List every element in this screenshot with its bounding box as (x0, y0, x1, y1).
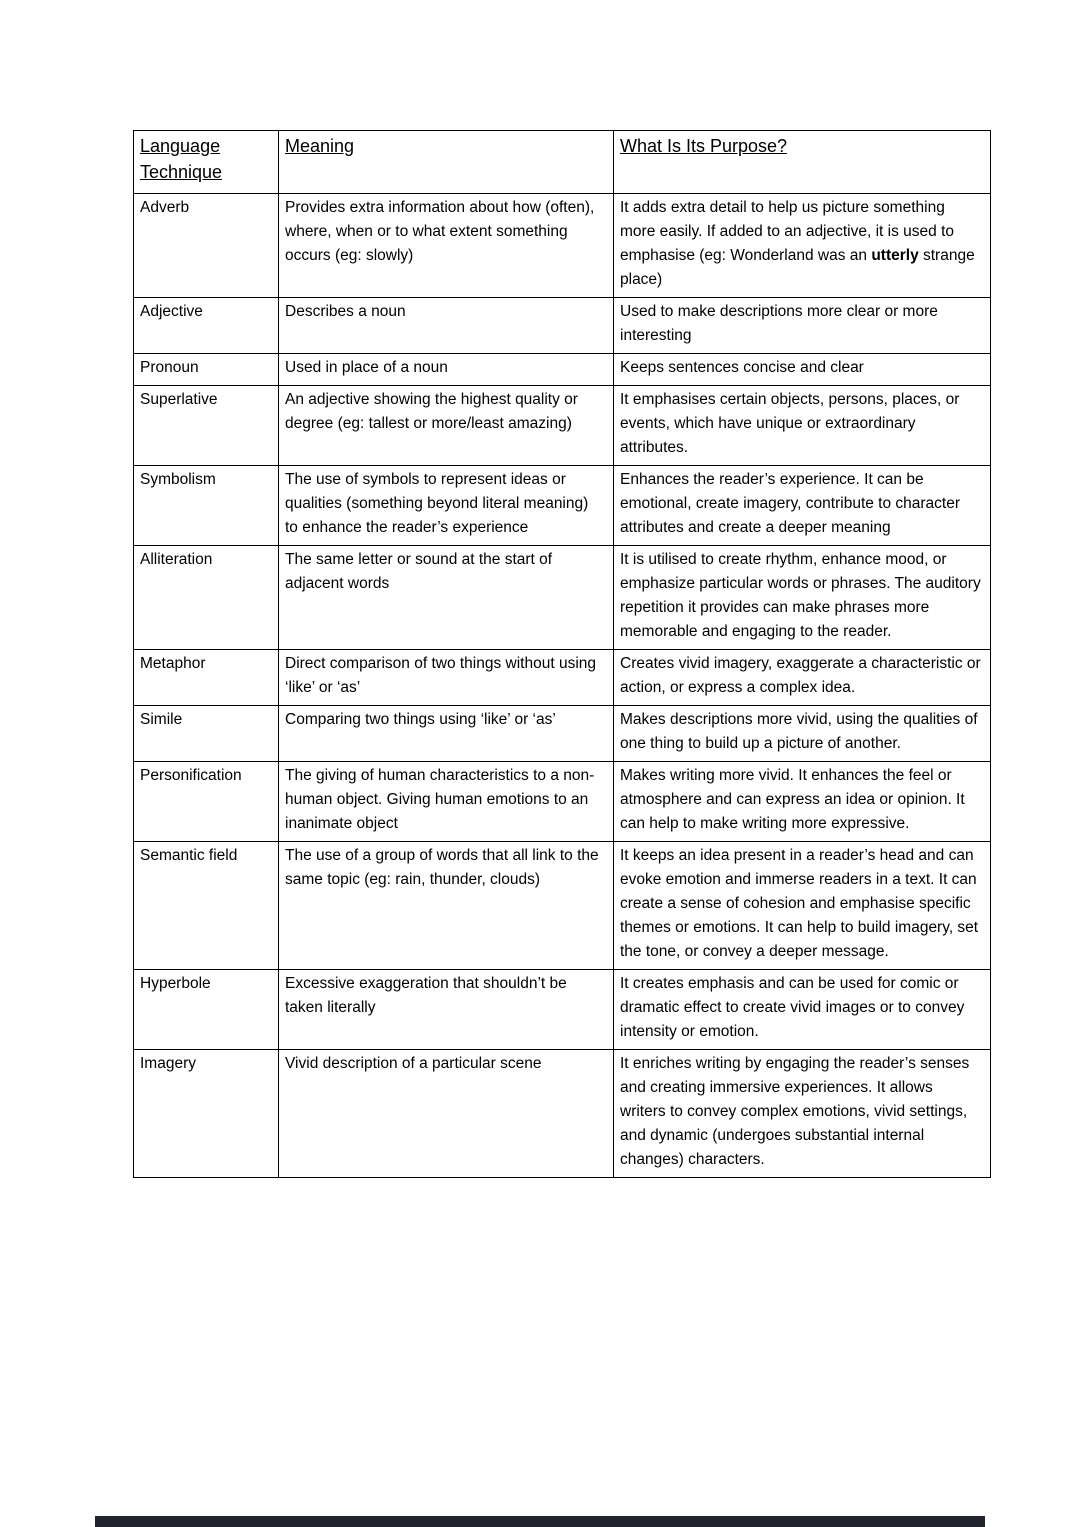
technique-cell: Imagery (134, 1050, 279, 1178)
meaning-cell: Provides extra information about how (often), where, when or to what extent something occurs (eg: slowly) (279, 194, 614, 298)
meaning-cell: Excessive exaggeration that shouldn’t be taken literally (279, 970, 614, 1050)
purpose-cell: Makes writing more vivid. It enhances the feel or atmosphere and can express an idea or opinion. It can help to make writing more expressive. (614, 762, 991, 842)
meaning-cell: The use of symbols to represent ideas or qualities (something beyond literal meaning) to enhance the reader’s experience (279, 466, 614, 546)
table-row (134, 354, 991, 386)
table-header-row (134, 131, 991, 194)
header-language-technique (134, 131, 279, 194)
technique-cell: Hyperbole (134, 970, 279, 1050)
purpose-cell: Creates vivid imagery, exaggerate a characteristic or action, or express a complex idea. (614, 650, 991, 706)
header-language-technique-label: Language Technique (140, 136, 223, 182)
technique-cell: Symbolism (134, 466, 279, 546)
technique-cell: Adverb (134, 194, 279, 298)
meaning-cell: An adjective showing the highest quality or degree (eg: tallest or more/least amazing) (279, 386, 614, 466)
bottom-bar (95, 1516, 985, 1527)
technique-cell: Semantic field (134, 842, 279, 970)
table-row (134, 386, 991, 466)
table-row (134, 842, 991, 970)
purpose-cell: It enriches writing by engaging the reader’s senses and creating immersive experiences. It allows writers to convey complex emotions, vivid settings, and dynamic (undergoes substantial internal changes) characters. (614, 1050, 991, 1178)
technique-cell: Pronoun (134, 354, 279, 386)
language-techniques-table (133, 130, 991, 1178)
meaning-cell: The use of a group of words that all link to the same topic (eg: rain, thunder, clouds) (279, 842, 614, 970)
purpose-cell: It emphasises certain objects, persons, places, or events, which have unique or extraordinary attributes. (614, 386, 991, 466)
purpose-cell: It is utilised to create rhythm, enhance mood, or emphasize particular words or phrases. The auditory repetition it provides can make phrases more memorable and engaging to the reader. (614, 546, 991, 650)
header-meaning (279, 131, 614, 194)
purpose-cell: Used to make descriptions more clear or more interesting (614, 298, 991, 354)
table-row (134, 466, 991, 546)
purpose-cell: Enhances the reader’s experience. It can be emotional, create imagery, contribute to character attributes and create a deeper meaning (614, 466, 991, 546)
table-row (134, 194, 991, 298)
table-row (134, 298, 991, 354)
meaning-cell: Vivid description of a particular scene (279, 1050, 614, 1178)
meaning-cell: Direct comparison of two things without using ‘like’ or ‘as’ (279, 650, 614, 706)
technique-cell: Simile (134, 706, 279, 762)
technique-cell: Personification (134, 762, 279, 842)
meaning-cell: The giving of human characteristics to a non-human object. Giving human emotions to an inanimate object (279, 762, 614, 842)
table-row (134, 762, 991, 842)
technique-cell: Alliteration (134, 546, 279, 650)
purpose-cell: Makes descriptions more vivid, using the qualities of one thing to build up a picture of another. (614, 706, 991, 762)
table-row (134, 546, 991, 650)
technique-cell: Metaphor (134, 650, 279, 706)
meaning-cell: Used in place of a noun (279, 354, 614, 386)
purpose-cell: It adds extra detail to help us picture something more easily. If added to an adjective, it is used to emphasise (eg: Wonderland was an utterly strange place) (614, 194, 991, 298)
header-purpose-label: What Is Its Purpose? (620, 136, 788, 156)
purpose-cell: Keeps sentences concise and clear (614, 354, 991, 386)
table-body (134, 194, 991, 1178)
header-purpose (614, 131, 991, 194)
technique-cell: Adjective (134, 298, 279, 354)
table-row (134, 650, 991, 706)
technique-cell: Superlative (134, 386, 279, 466)
table-row (134, 706, 991, 762)
table-row (134, 1050, 991, 1178)
meaning-cell: Comparing two things using ‘like’ or ‘as’ (279, 706, 614, 762)
meaning-cell: Describes a noun (279, 298, 614, 354)
meaning-cell: The same letter or sound at the start of adjacent words (279, 546, 614, 650)
header-meaning-label: Meaning (285, 136, 355, 156)
table-row (134, 970, 991, 1050)
purpose-cell: It creates emphasis and can be used for comic or dramatic effect to create vivid images or to convey intensity or emotion. (614, 970, 991, 1050)
purpose-cell: It keeps an idea present in a reader’s head and can evoke emotion and immerse readers in a text. It can create a sense of cohesion and emphasise specific themes or emotions. It can help to build imagery, set the tone, or convey a deeper message. (614, 842, 991, 970)
